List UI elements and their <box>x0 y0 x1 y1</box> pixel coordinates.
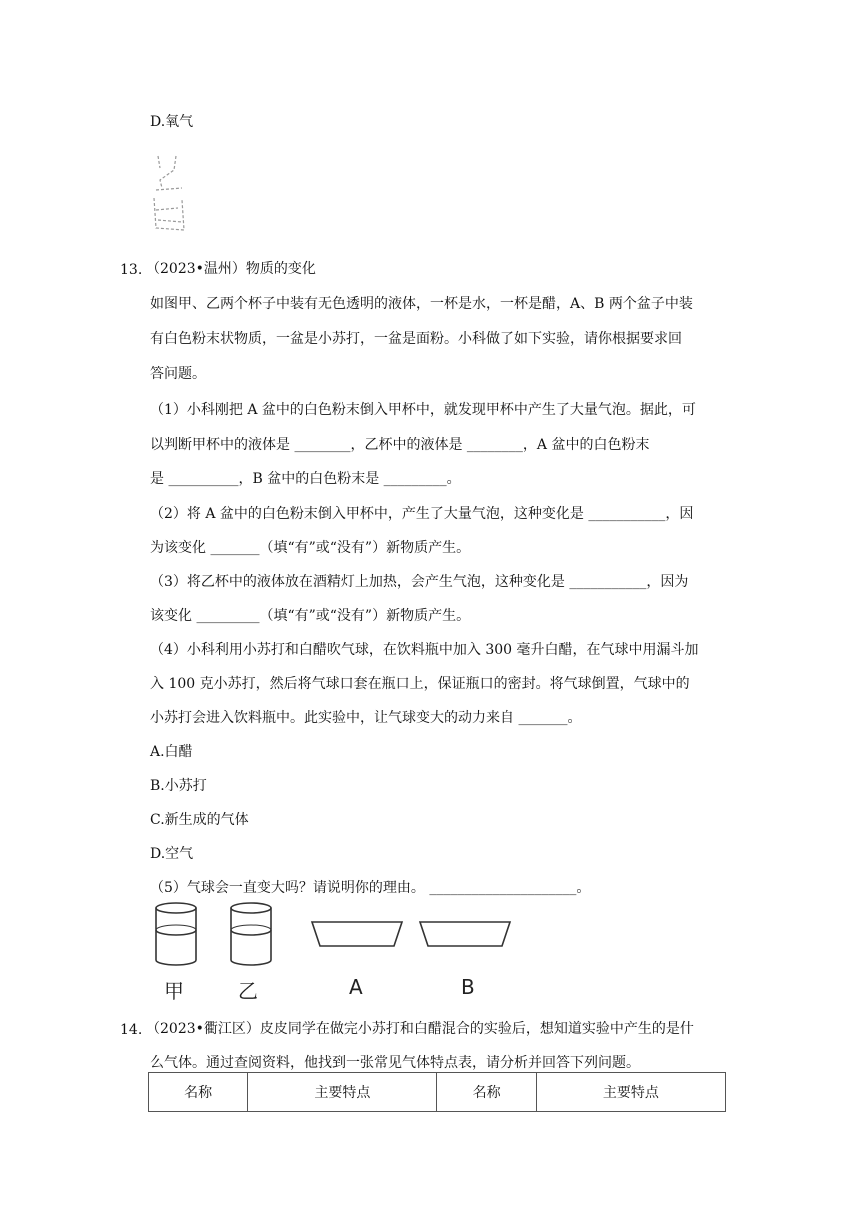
figure-label-a: A <box>349 975 363 999</box>
q13-part1-line: 是 __________，B 盆中的白色粉末是 _________。 <box>150 471 461 487</box>
q13-option-d: D.空气 <box>150 846 194 862</box>
q13-part3-line: （3）将乙杯中的液体放在酒精灯上加热，会产生气泡，这种变化是 ___________，因为 <box>150 574 689 590</box>
table-header-row <box>149 1073 726 1112</box>
q14-line: （2023•衢江区）皮皮同学在做完小苏打和白醋混合的实验后，想知道实验中产生的是什 <box>146 1021 694 1037</box>
q14-line: 么气体。通过查阅资料，他找到一张常见气体特点表，请分析并回答下列问题。 <box>150 1055 640 1071</box>
q13-intro-line: 答问题。 <box>150 366 206 382</box>
q13-part4-line: 小苏打会进入饮料瓶中。此实验中，让气球变大的动力来自 _______。 <box>150 710 582 726</box>
q13-part2-line: （2）将 A 盆中的白色粉末倒入甲杯中，产生了大量气泡，这种变化是 ___________，因 <box>150 506 694 522</box>
table-header-cell: 主要特点 <box>248 1073 437 1112</box>
q13-part4-line: （4）小科利用小苏打和白醋吹气球，在饮料瓶中加入 300 毫升白醋，在气球中用漏斗加 <box>150 642 699 658</box>
gas-features-table <box>148 1072 726 1112</box>
q13-intro-line: 有白色粉末状物质，一盆是小苏打，一盆是面粉。小科做了如下实验，请你根据要求回 <box>150 331 682 347</box>
table-header-cell: 名称 <box>149 1073 248 1112</box>
q13-part4-line: 入 100 克小苏打，然后将气球口套在瓶口上，保证瓶口的密封。将气球倒置，气球中的 <box>150 676 690 692</box>
q13-part2-line: 为该变化 _______（填“有”或“没有”）新物质产生。 <box>150 540 471 556</box>
q13-intro-line: 如图甲、乙两个杯子中装有无色透明的液体，一杯是水，一杯是醋，A、B 两个盆子中装 <box>150 296 693 312</box>
figure-label-jia: 甲 <box>164 979 184 1003</box>
gas-bottle-figure <box>148 148 194 240</box>
q13-option-c: C.新生成的气体 <box>150 812 249 828</box>
q13-option-a: A.白醋 <box>150 744 193 760</box>
figure-label-yi: 乙 <box>238 979 258 1003</box>
option-d-oxygen: D.氧气 <box>150 114 194 130</box>
q13-part3-line: 该变化 _________（填“有”或“没有”）新物质产生。 <box>150 608 471 624</box>
table-header-cell: 主要特点 <box>536 1073 725 1112</box>
figure-label-b: B <box>461 975 475 999</box>
cups-and-basins-figure <box>148 898 528 970</box>
question-14-number: 14. <box>120 1022 143 1038</box>
q13-option-b: B.小苏打 <box>150 778 207 794</box>
q13-part1-line: 以判断甲杯中的液体是 ________，乙杯中的液体是 ________，A 盆中的白色粉末 <box>150 437 650 453</box>
q13-part1-line: （1）小科刚把 A 盆中的白色粉末倒入甲杯中，就发现甲杯中产生了大量气泡。据此，可 <box>150 402 696 418</box>
table-header-cell: 名称 <box>437 1073 536 1112</box>
question-13-number: 13. <box>120 262 143 278</box>
q13-part5-line: （5）气球会一直变大吗？请说明你的理由。 _____________________。 <box>150 880 591 896</box>
question-13-source: （2023•温州）物质的变化 <box>146 261 316 277</box>
